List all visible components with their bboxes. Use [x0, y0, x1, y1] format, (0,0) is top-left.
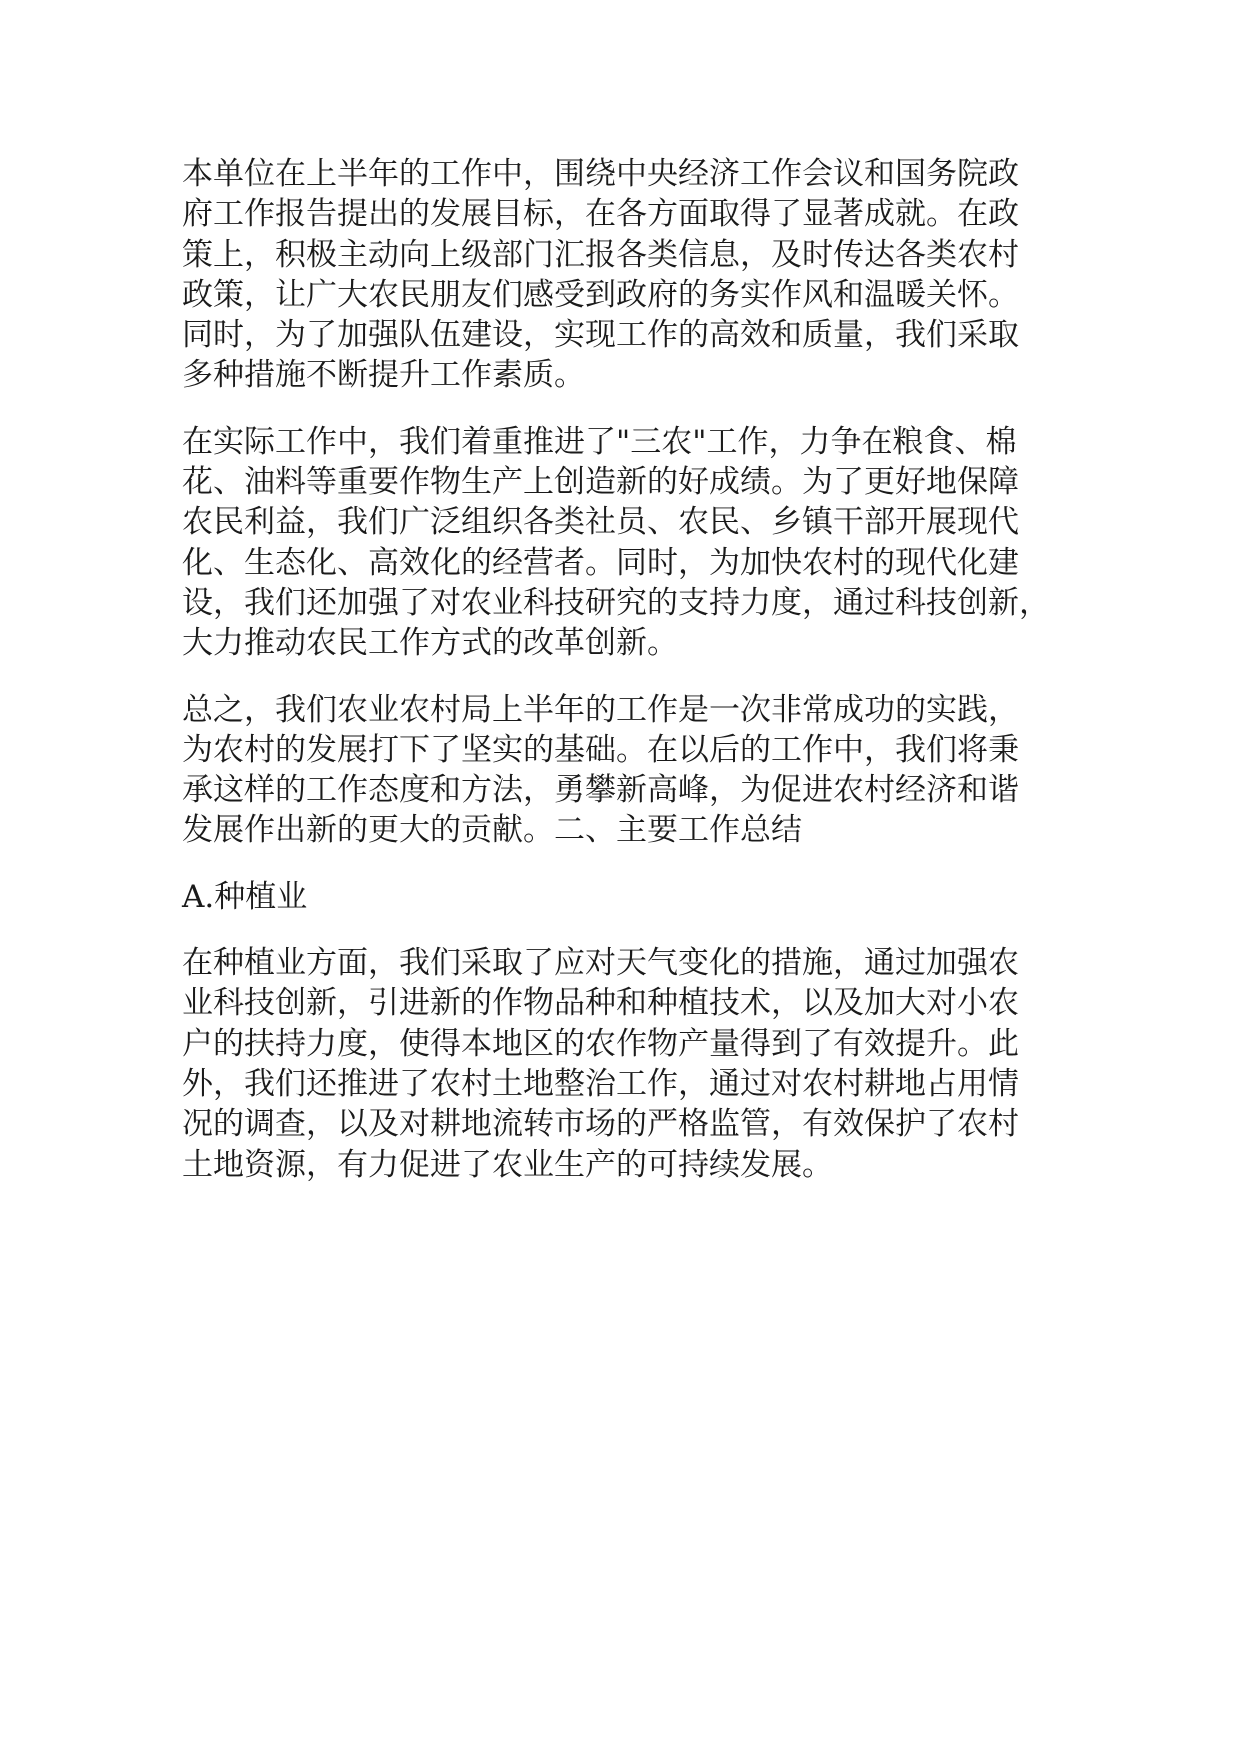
- document-page: [182, 154, 1082, 1211]
- paragraph-line: 府工作报告提出的发展目标，在各方面取得了显著成就。在政: [182, 196, 1019, 233]
- paragraph-line: 况的调查，以及对耕地流转市场的严格监管，有效保护了农村: [182, 1106, 1019, 1143]
- paragraph-line: 外，我们还推进了农村土地整治工作，通过对农村耕地占用情: [182, 1065, 1019, 1102]
- paragraph-line: 业科技创新，引进新的作物品种和种植技术，以及加大对小农: [182, 985, 1019, 1022]
- paragraph-3: [182, 690, 1082, 851]
- paragraph-line: 在实际工作中，我们着重推进了"三农"工作，力争在粮食、棉: [182, 423, 1017, 460]
- paragraph-line: 化、生态化、高效化的经营者。同时，为加快农村的现代化建: [182, 544, 1019, 581]
- paragraph-4: [182, 943, 1082, 1185]
- paragraph-line: 花、油料等重要作物生产上创造新的好成绩。为了更好地保障: [182, 464, 1019, 501]
- paragraph-line: 本单位在上半年的工作中，围绕中央经济工作会议和国务院政: [182, 156, 1019, 192]
- paragraph-2: [182, 422, 1082, 664]
- paragraph-line: 策上，积极主动向上级部门汇报各类信息，及时传达各类农村: [182, 236, 1019, 273]
- paragraph-line: 同时，为了加强队伍建设，实现工作的高效和质量，我们采取: [182, 317, 1019, 354]
- paragraph-line: 多种措施不断提升工作素质。: [182, 357, 585, 394]
- paragraph-line: 土地资源，有力促进了农业生产的可持续发展。: [182, 1146, 833, 1183]
- paragraph-1: [182, 154, 1082, 396]
- paragraph-line: 发展作出新的更大的贡献。二、主要工作总结: [182, 812, 802, 849]
- section-heading: [182, 877, 1082, 917]
- paragraph-line: 农民利益，我们广泛组织各类社员、农民、乡镇干部开展现代: [182, 504, 1019, 541]
- paragraph-line: 大力推动农民工作方式的改革创新。: [182, 625, 678, 662]
- paragraph-line: 户的扶持力度，使得本地区的农作物产量得到了有效提升。此: [182, 1025, 1019, 1062]
- paragraph-line: 在种植业方面，我们采取了应对天气变化的措施，通过加强农: [182, 945, 1019, 982]
- paragraph-line: 设，我们还加强了对农业科技研究的支持力度，通过科技创新，: [182, 584, 1050, 621]
- paragraph-line: 政策，让广大农民朋友们感受到政府的务实作风和温暖关怀。: [182, 276, 1019, 313]
- section-heading-text: A.种植业: [182, 878, 308, 915]
- paragraph-line: 总之，我们农业农村局上半年的工作是一次非常成功的实践，: [182, 691, 1019, 728]
- paragraph-line: 为农村的发展打下了坚实的基础。在以后的工作中，我们将秉: [182, 731, 1019, 768]
- paragraph-line: 承这样的工作态度和方法，勇攀新高峰，为促进农村经济和谐: [182, 772, 1019, 809]
